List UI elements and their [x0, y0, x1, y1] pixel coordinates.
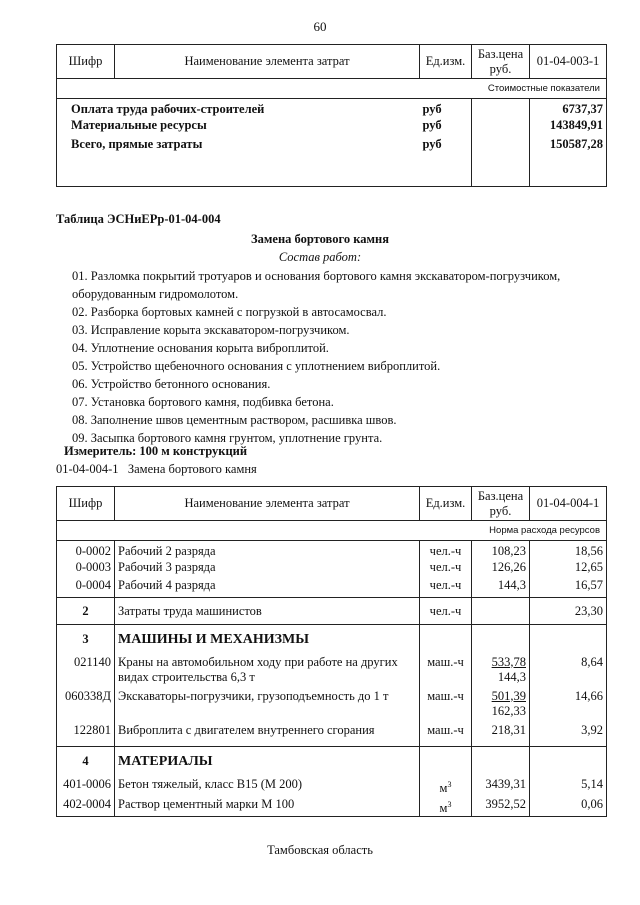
table-row: [57, 541, 607, 560]
page-footer: Тамбовская область: [267, 843, 373, 857]
row-price-secondary: 162,33: [491, 703, 526, 718]
page-number: 60: [313, 19, 327, 34]
row-name: Рабочий 4 разряда: [115, 578, 420, 598]
table-row: [57, 578, 607, 598]
row-norm: 14,66: [530, 689, 607, 723]
work-item: 07. Установка бортового камня, подбивка бетона.: [72, 395, 334, 409]
row-code: 0-0002: [57, 541, 115, 560]
row-unit: чел.-ч: [420, 578, 472, 598]
table-row: [57, 560, 607, 578]
code-line: [56, 462, 257, 477]
row-unit: м: [439, 780, 448, 795]
row-code: 401-0006: [57, 777, 115, 797]
row-value: 6737,37: [530, 99, 607, 118]
row-norm: 23,30: [530, 598, 607, 625]
header-code: Шифр: [57, 487, 115, 521]
row-price: 218,31: [472, 723, 530, 747]
section-name: Затраты труда машинистов: [115, 598, 420, 625]
row-norm: 18,56: [530, 541, 607, 560]
row-norm: 16,57: [530, 578, 607, 598]
row-unit: чел.-ч: [420, 541, 472, 560]
table-title: Таблица ЭСНиЕРр-01-04-004: [56, 212, 221, 226]
cost-table-01-04-003-1: [56, 44, 607, 187]
row-value: 143849,91: [530, 118, 607, 137]
row-price: 3952,52: [472, 797, 530, 817]
row-code: 0-0003: [57, 560, 115, 578]
table-row: [57, 598, 607, 625]
header-name: Наименование элемента затрат: [115, 487, 420, 521]
row-unit: м: [439, 800, 448, 815]
header-norm: 01-04-004-1: [530, 487, 607, 521]
work-title: Замена бортового камня: [251, 232, 389, 246]
row-unit-sup: 3: [447, 779, 452, 789]
section-name: МАТЕРИАЛЫ: [115, 747, 420, 777]
work-item: 05. Устройство щебеночного основания с уплотнением виброплитой.: [72, 359, 441, 373]
code-line-name: Замена бортового камня: [127, 462, 257, 476]
row-name: Оплата труда рабочих-строителей: [57, 99, 420, 118]
header-norm: 01-04-003-1: [530, 45, 607, 79]
row-unit: руб: [420, 137, 472, 187]
row-name: Бетон тяжелый, класс B15 (M 200): [115, 777, 420, 797]
row-price: 3439,31: [472, 777, 530, 797]
row-price: 144,3: [472, 578, 530, 598]
work-item: 02. Разборка бортовых камней с погрузкой в автосамосвал.: [72, 305, 387, 319]
header-price: Баз.цена руб.: [472, 45, 530, 79]
row-price: 126,26: [472, 560, 530, 578]
row-norm: 3,92: [530, 723, 607, 747]
table-row: [57, 777, 607, 797]
header-code: Шифр: [57, 45, 115, 79]
row-name: Краны на автомобильном ходу при работе на других видах строительства 6,3 т: [115, 655, 420, 689]
work-item: 01. Разломка покрытий тротуаров и основания бортового камня экскаватором-погрузчиком,: [72, 269, 561, 283]
row-price: 533,78: [491, 654, 526, 669]
row-price: 108,23: [472, 541, 530, 560]
row-code: 021140: [57, 655, 115, 689]
work-item: 09. Засыпка бортового камня грунтом, уплотнение грунта.: [72, 431, 383, 445]
row-norm: 12,65: [530, 560, 607, 578]
work-item: 06. Устройство бетонного основания.: [72, 377, 271, 391]
composition-title: Состав работ:: [278, 250, 362, 264]
row-name: Виброплита с двигателем внутреннего сгорания: [115, 723, 420, 747]
section-code: 2: [57, 598, 115, 625]
section-header-row: [57, 625, 607, 655]
row-code: 122801: [57, 723, 115, 747]
table-row: [57, 655, 607, 689]
work-item: 08. Заполнение швов цементным раствором, расшивка швов.: [72, 413, 397, 427]
row-name: Материальные ресурсы: [57, 118, 420, 137]
row-name: Раствор цементный марки М 100: [115, 797, 420, 817]
works-list: [72, 267, 602, 447]
row-name: Всего, прямые затраты: [57, 137, 420, 187]
row-price: 501,39: [491, 688, 526, 703]
header-price: Баз.цена руб.: [472, 487, 530, 521]
row-code: 060338Д: [57, 689, 115, 723]
table-row: [57, 723, 607, 747]
section-header-row: [57, 747, 607, 777]
row-price-secondary: 144,3: [497, 669, 526, 684]
table-row: [57, 797, 607, 817]
row-norm: 0,06: [530, 797, 607, 817]
work-item: оборудованным гидромолотом.: [72, 287, 239, 301]
row-unit: маш.-ч: [420, 723, 472, 747]
header-unit: Ед.изм.: [420, 45, 472, 79]
row-unit: чел.-ч: [420, 560, 472, 578]
row-unit: маш.-ч: [420, 655, 472, 689]
row-name: Рабочий 3 разряда: [115, 560, 420, 578]
resource-table-01-04-004-1: [56, 486, 607, 817]
row-unit: руб: [420, 99, 472, 118]
row-unit: руб: [420, 118, 472, 137]
subheader: Норма расхода ресурсов: [57, 521, 607, 541]
work-item: 04. Уплотнение основания корыта виброплитой.: [72, 341, 329, 355]
meter: Измеритель: 100 м конструкций: [64, 444, 248, 458]
subheader: Стоимостные показатели: [57, 79, 607, 99]
row-unit: маш.-ч: [420, 689, 472, 723]
section-code: 4: [57, 747, 115, 777]
row-value: 150587,28: [530, 137, 607, 187]
row-norm: 5,14: [530, 777, 607, 797]
section-name: МАШИНЫ И МЕХАНИЗМЫ: [115, 625, 420, 655]
row-unit: чел.-ч: [420, 598, 472, 625]
header-name: Наименование элемента затрат: [115, 45, 420, 79]
table-row: [57, 689, 607, 723]
row-code: 0-0004: [57, 578, 115, 598]
header-unit: Ед.изм.: [420, 487, 472, 521]
row-norm: 8,64: [530, 655, 607, 689]
row-name: Экскаваторы-погрузчики, грузоподъемность до 1 т: [115, 689, 420, 723]
section-code: 3: [57, 625, 115, 655]
row-name: Рабочий 2 разряда: [115, 541, 420, 560]
row-unit-sup: 3: [447, 799, 452, 809]
work-item: 03. Исправление корыта экскаватором-погрузчиком.: [72, 323, 350, 337]
row-code: 402-0004: [57, 797, 115, 817]
code-line-code: 01-04-004-1: [56, 462, 119, 476]
